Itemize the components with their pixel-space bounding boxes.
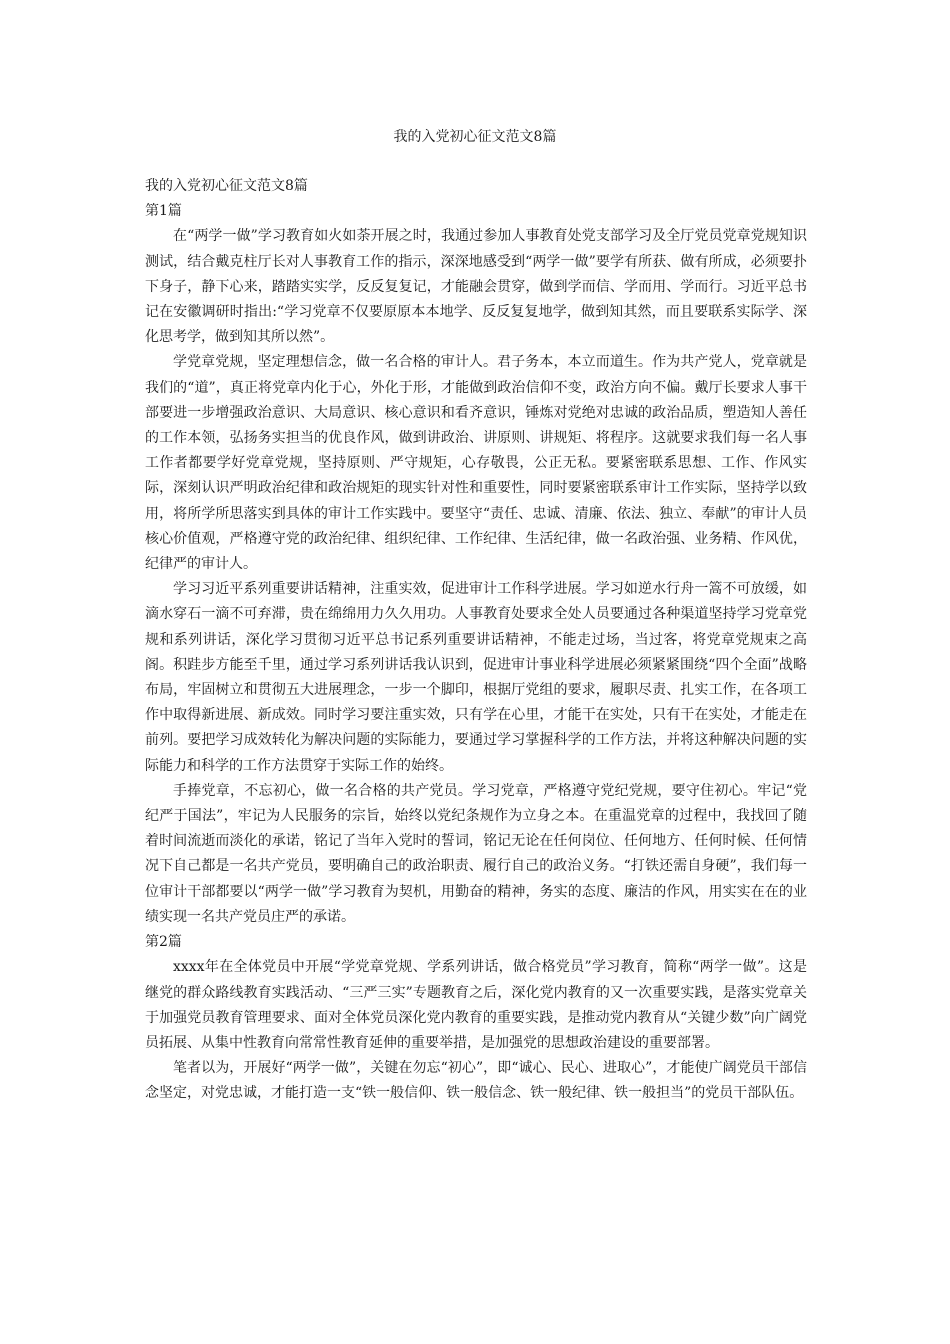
paragraph: xxxx年在全体党员中开展“学党章党规、学系列讲话，做合格党员”学习教育，简称“两学一做”。这是继党的群众路线教育实践活动、“三严三实”专题教育之后，深化党内教育的又一次重要实践，是落实党章关于加强党员教育管理要求、面对全体党员深化党内教育的重要实践，是推动党内教育从“关键少数”向广阔党员拓展、从集中性教育向常常性教育延伸的重要举措，是加强党的思想政治建设的重要部署。	[145, 959, 807, 1051]
document-subtitle: 我的入党初心征文范文8篇	[145, 178, 308, 194]
section-heading: 第1篇	[145, 203, 182, 220]
paragraph: 在“两学一做”学习教育如火如荼开展之时，我通过参加人事教育处党支部学习及全厅党员党章党规知识测试，结合戴克柱厅长对人事教育工作的指示，深深地感受到“两学一做”要学有所获、做有所成，必须要扑下身子，静下心来，踏踏实实学，反反复复记，才能融会贯穿，做到学而信、学而用、学而行。习近平总书记在安徽调研时指出:“学习党章不仅要原原本本地学、反反复复地学，做到知其然，而且要联系实际学、深化思考学，做到知其所以然”。	[145, 228, 807, 346]
document-title: 我的入党初心征文范文8篇	[393, 129, 557, 145]
paragraph: 手捧党章，不忘初心，做一名合格的共产党员。学习党章，严格遵守党纪党规，要守住初心。牢记“党纪严于国法”，牢记为人民服务的宗旨，始终以党纪条规作为立身之本。在重温党章的过程中，我找回了随着时间流逝而淡化的承诺，铭记了当年入党时的誓词，铭记无论在任何岗位、任何地方、任何时候、任何情况下自己都是一名共产党员，要明确自己的政治职责、履行自己的政治义务。“打铁还需自身硬”，我们每一位审计干部都要以“两学一做”学习教育为契机，用勤奋的精神，务实的态度、廉洁的作风，用实实在在的业绩实现一名共产党员庄严的承诺。	[145, 782, 807, 925]
paragraph: 学党章党规，坚定理想信念，做一名合格的审计人。君子务本，本立而道生。作为共产党人，党章就是我们的“道”，真正将党章内化于心，外化于形，才能做到政治信仰不变，政治方向不偏。戴厅长要求人事干部要进一步增强政治意识、大局意识、核心意识和看齐意识，锤炼对党绝对忠诚的政治品质，塑造知人善任的工作本领，弘扬务实担当的优良作风，做到讲政治、讲原则、讲规矩、将程序。这就要求我们每一名人事工作者都要学好党章党规，坚持原则、严守规矩，心存敬畏，公正无私。要紧密联系思想、工作、作风实际，深刻认识严明政治纪律和政治规矩的现实针对性和重要性，同时要紧密联系审计工作实际，坚持学以致用，将所学所思落实到具体的审计工作实践中。要坚守“责任、忠诚、清廉、依法、独立、奉献”的审计人员核心价值观，严格遵守党的政治纪律、组织纪律、工作纪律、生活纪律，做一名政治强、业务精、作风优，纪律严的审计人。	[145, 354, 807, 573]
section-heading: 第2篇	[145, 934, 182, 951]
paragraph: 笔者以为，开展好“两学一做”，关键在勿忘“初心”，即“诚心、民心、进取心”，才能使广阔党员干部信念坚定，对党忠诚，才能打造一支“铁一般信仰、铁一般信念、铁一般纪律、铁一般担当”的党员干部队伍。	[145, 1060, 807, 1102]
document-body	[145, 174, 807, 1107]
paragraph: 学习习近平系列重要讲话精神，注重实效，促进审计工作科学进展。学习如逆水行舟一篙不可放缓，如滴水穿石一滴不可弃滞，贵在绵绵用力久久用功。人事教育处要求全处人员要通过各种渠道坚持学习党章党规和系列讲话，深化学习贯彻习近平总书记系列重要讲话精神，不能走过场，当过客，将党章党规束之高阁。积跬步方能至千里，通过学习系列讲话我认识到，促进审计事业科学进展必须紧紧围绕“四个全面”战略布局，牢固树立和贯彻五大进展理念，一步一个脚印，根据厅党组的要求，履职尽责、扎实工作，在各项工作中取得新进展、新成效。同时学习要注重实效，只有学在心里，才能干在实处，只有干在实处，才能走在前列。要把学习成效转化为解决问题的实际能力，要通过学习掌握科学的工作方法，并将这种解决问题的实际能力和科学的工作方法贯穿于实际工作的始终。	[145, 581, 807, 774]
